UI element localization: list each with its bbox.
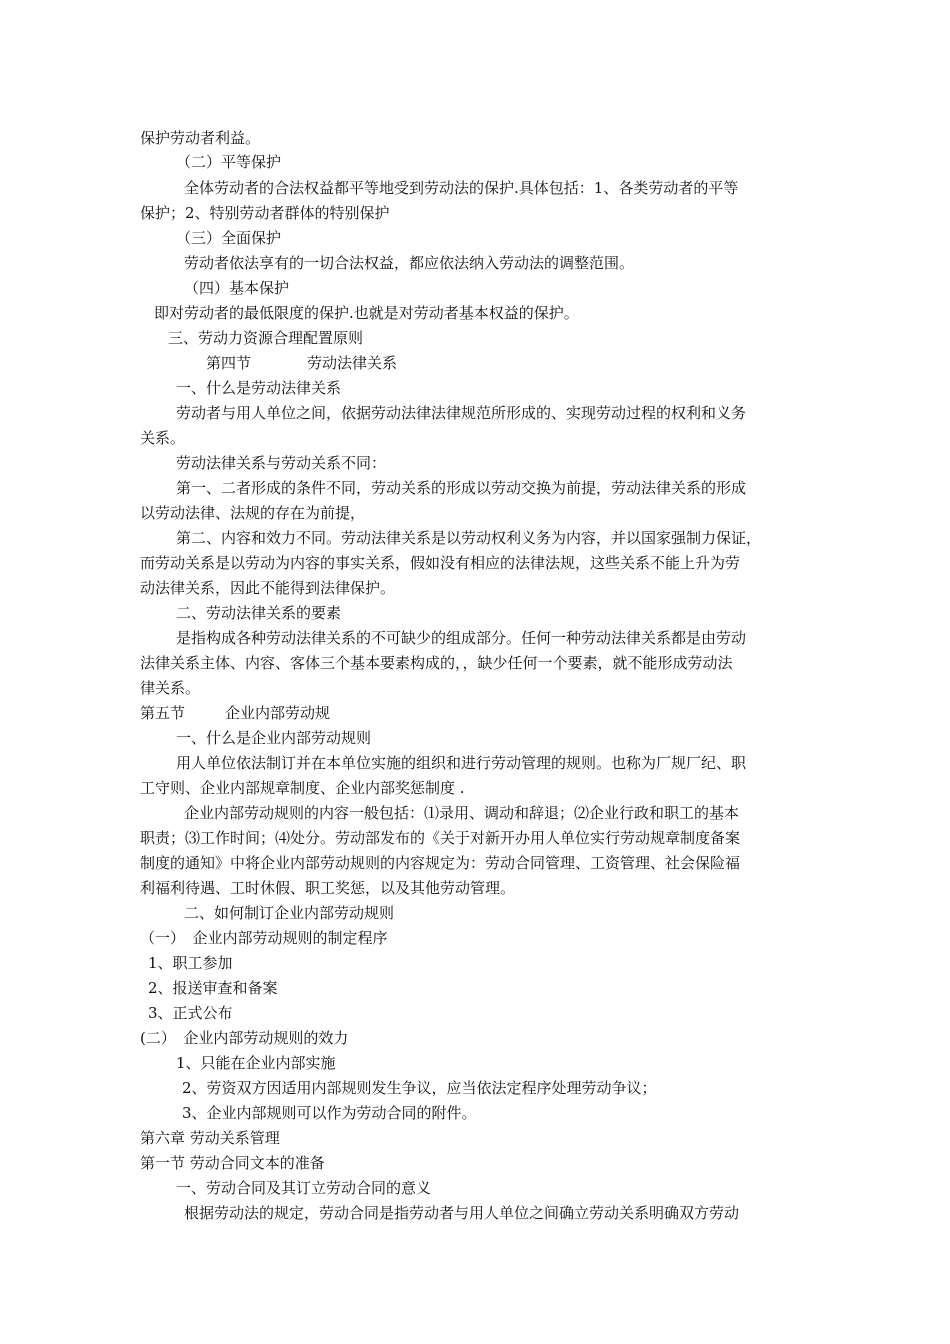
list-item: 1、只能在企业内部实施 (176, 1054, 336, 1072)
list-item: 3、企业内部规则可以作为劳动合同的附件。 (182, 1104, 477, 1122)
text-line: 关系。 (140, 429, 186, 447)
heading: 一、什么是劳动法律关系 (176, 379, 342, 397)
section-heading (206, 351, 397, 375)
subheading: (二） 企业内部劳动规则的效力 (140, 1029, 349, 1047)
heading: 二、如何制订企业内部劳动规则 (184, 904, 395, 922)
text-line: 以劳动法律、法规的存在为前提， (140, 504, 366, 522)
list-item: 1、职工参加 (148, 954, 233, 972)
text-line: 全体劳动者的合法权益都平等地受到劳动法的保护.具体包括：1、各类劳动者的平等 (184, 179, 739, 197)
text-line: 制度的通知》中将企业内部劳动规则的内容规定为：劳动合同管理、工资管理、社会保险福 (140, 854, 741, 872)
text-line: 劳动者与用人单位之间，依据劳动法律法律规范所形成的、实现劳动过程的权利和义务 (176, 404, 747, 422)
text-line: 律关系。 (140, 679, 201, 697)
list-item: 3、正式公布 (148, 1004, 233, 1022)
text-line: 第二、内容和效力不同。劳动法律关系是以劳动权利义务为内容，并以国家强制力保证， (176, 529, 762, 547)
text-line: 劳动者依法享有的一切合法权益，都应依法纳入劳动法的调整范围。 (184, 254, 635, 272)
text-line: 利福利待遇、工时休假、职工奖惩，以及其他劳动管理。 (140, 879, 516, 897)
text-line: 职责；⑶工作时间；⑷处分。劳动部发布的《关于对新开办用人单位实行劳动规章制度备案 (140, 829, 741, 847)
text-line: 保护劳动者利益。 (140, 129, 261, 147)
section-title: 企业内部劳动规 (225, 704, 331, 722)
text-line: 工守则、企业内部规章制度、企业内部奖惩制度 . (140, 779, 465, 797)
subheading: （三）全面保护 (176, 229, 282, 247)
section-heading: 第一节 劳动合同文本的准备 (140, 1154, 325, 1172)
text-line: 第一、二者形成的条件不同，劳动关系的形成以劳动交换为前提，劳动法律关系的形成 (176, 479, 747, 497)
text-line: 即对劳动者的最低限度的保护.也就是对劳动者基本权益的保护。 (154, 304, 579, 322)
subheading: （二）平等保护 (176, 153, 282, 171)
list-item: 2、劳资双方因适用内部规则发生争议，应当依法定程序处理劳动争议； (182, 1079, 657, 1097)
list-item: 2、报送审查和备案 (148, 979, 278, 997)
section-heading (140, 701, 330, 725)
text-line: 动法律关系，因此不能得到法律保护。 (140, 579, 396, 597)
section-title: 劳动法律关系 (307, 354, 398, 372)
text-line: 是指构成各种劳动法律关系的不可缺少的组成部分。任何一种劳动法律关系都是由劳动 (176, 629, 747, 647)
text-line: 保护；2、特别劳动者群体的特别保护 (140, 204, 390, 222)
section-number: 第五节 (140, 704, 186, 722)
text-line: 法律关系主体、内容、客体三个基本要素构成的，，缺少任何一个要素，就不能形成劳动法 (140, 654, 733, 672)
subheading: （四）基本保护 (184, 279, 290, 297)
heading: 一、什么是企业内部劳动规则 (176, 729, 372, 747)
text-line: 而劳动关系是以劳动为内容的事实关系，假如没有相应的法律法规，这些关系不能上升为劳 (140, 554, 741, 572)
heading: 二、劳动法律关系的要素 (176, 604, 342, 622)
text-line: 根据劳动法的规定，劳动合同是指劳动者与用人单位之间确立劳动关系明确双方劳动 (184, 1204, 740, 1222)
heading: 三、劳动力资源合理配置原则 (168, 329, 364, 347)
text-line: 劳动法律关系与劳动关系不同： (176, 454, 387, 472)
chapter-heading: 第六章 劳动关系管理 (140, 1129, 280, 1147)
text-line: 用人单位依法制订并在本单位实施的组织和进行劳动管理的规则。也称为厂规厂纪、职 (176, 754, 747, 772)
section-number: 第四节 (206, 354, 252, 372)
subheading: （一） 企业内部劳动规则的制定程序 (140, 929, 388, 947)
heading: 一、劳动合同及其订立劳动合同的意义 (176, 1179, 432, 1197)
text-line: 企业内部劳动规则的内容一般包括：⑴录用、调动和辞退；⑵企业行政和职工的基本 (184, 804, 740, 822)
